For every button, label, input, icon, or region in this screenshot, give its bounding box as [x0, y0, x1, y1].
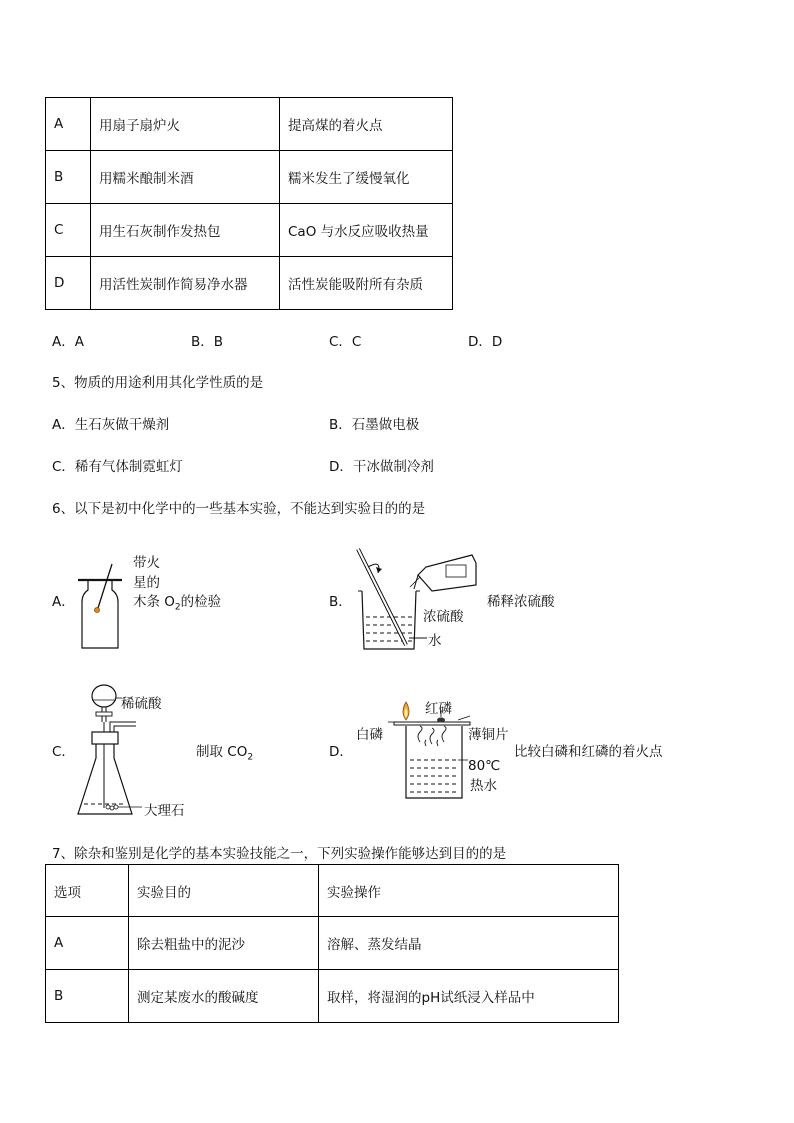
row-goal: 除去粗盐中的泥沙: [129, 917, 319, 970]
q5-option-d: D．干冰做制冷剂: [329, 459, 434, 475]
q6d-hot-water-label: 热水: [470, 778, 497, 794]
table-row: [46, 98, 453, 151]
question-6-stem: 6、以下是初中化学中的一些基本实验，不能达到实验目的的是: [52, 501, 426, 517]
q6-option-c-letter: C．: [52, 744, 75, 760]
row-reason: CaO 与水反应吸收热量: [280, 204, 453, 257]
header-operation: 实验操作: [319, 865, 619, 917]
q6a-label-line1: 带火: [133, 555, 160, 571]
option-d: D．D: [468, 334, 503, 350]
row-action: 用糯米酿制米酒: [91, 151, 280, 204]
q6b-acid-label: 浓硫酸: [423, 609, 464, 625]
q6c-stone-label: 大理石: [144, 803, 185, 819]
q6d-white-phosphorus: 白磷: [356, 727, 383, 743]
q6d-caption: 比较白磷和红磷的着火点: [514, 744, 663, 760]
table-row: [46, 970, 619, 1023]
q6b-title: 稀释浓硫酸: [487, 594, 555, 610]
table-row: [46, 257, 453, 310]
row-operation: 取样，将湿润的pH试纸浸入样品中: [319, 970, 619, 1023]
q6c-acid-label: 稀硫酸: [121, 696, 162, 712]
experiment-table: [45, 864, 619, 1023]
q6-option-d-letter: D．: [329, 744, 353, 760]
option-c: C．C: [329, 334, 362, 350]
table-header-row: [46, 865, 619, 917]
q5-option-a: A．生石灰做干燥剂: [52, 417, 170, 433]
q5-option-c: C．稀有气体制霓虹灯: [52, 459, 183, 475]
header-goal: 实验目的: [129, 865, 319, 917]
header-option: 选项: [46, 865, 129, 917]
row-goal: 测定某废水的酸碱度: [129, 970, 319, 1023]
row-action: 用扇子扇炉火: [91, 98, 280, 151]
options-table: [45, 97, 453, 310]
q6d-copper-label: 薄铜片: [468, 727, 509, 743]
row-key: B: [46, 970, 129, 1023]
row-reason: 活性炭能吸附所有杂质: [280, 257, 453, 310]
q6c-caption: 制取 $CO_2$: [196, 744, 254, 763]
q6-option-a-letter: A．: [52, 594, 75, 610]
q6d-red-phosphorus: 红磷: [425, 701, 452, 717]
option-a: A．A: [52, 334, 84, 350]
q6a-label-line2: 星的: [133, 575, 160, 591]
gas-bottle-diagram: [70, 560, 130, 655]
row-key: D: [46, 257, 91, 310]
table-row: [46, 151, 453, 204]
option-b: B．B: [191, 334, 224, 350]
q6d-temp-label: 80℃: [468, 758, 501, 774]
q6a-label-line3: 木条 $O_2$的检验: [133, 594, 222, 613]
row-key: A: [46, 98, 91, 151]
table-row: [46, 204, 453, 257]
row-reason: 糯米发生了缓慢氧化: [280, 151, 453, 204]
row-reason: 提高煤的着火点: [280, 98, 453, 151]
row-operation: 溶解、蒸发结晶: [319, 917, 619, 970]
row-action: 用活性炭制作简易净水器: [91, 257, 280, 310]
table-row: [46, 917, 619, 970]
q5-option-b: B．石墨做电极: [329, 417, 420, 433]
row-key: C: [46, 204, 91, 257]
row-key: A: [46, 917, 129, 970]
row-action: 用生石灰制作发热包: [91, 204, 280, 257]
water-leader-line: [409, 636, 429, 640]
question-7-stem: 7、除杂和鉴别是化学的基本实验技能之一，下列实验操作能够达到目的的是: [52, 846, 507, 862]
question-5-stem: 5、物质的用途利用其化学性质的是: [52, 375, 264, 391]
q6-option-b-letter: B．: [329, 594, 352, 610]
row-key: B: [46, 151, 91, 204]
q6b-water-label: 水: [428, 633, 442, 649]
